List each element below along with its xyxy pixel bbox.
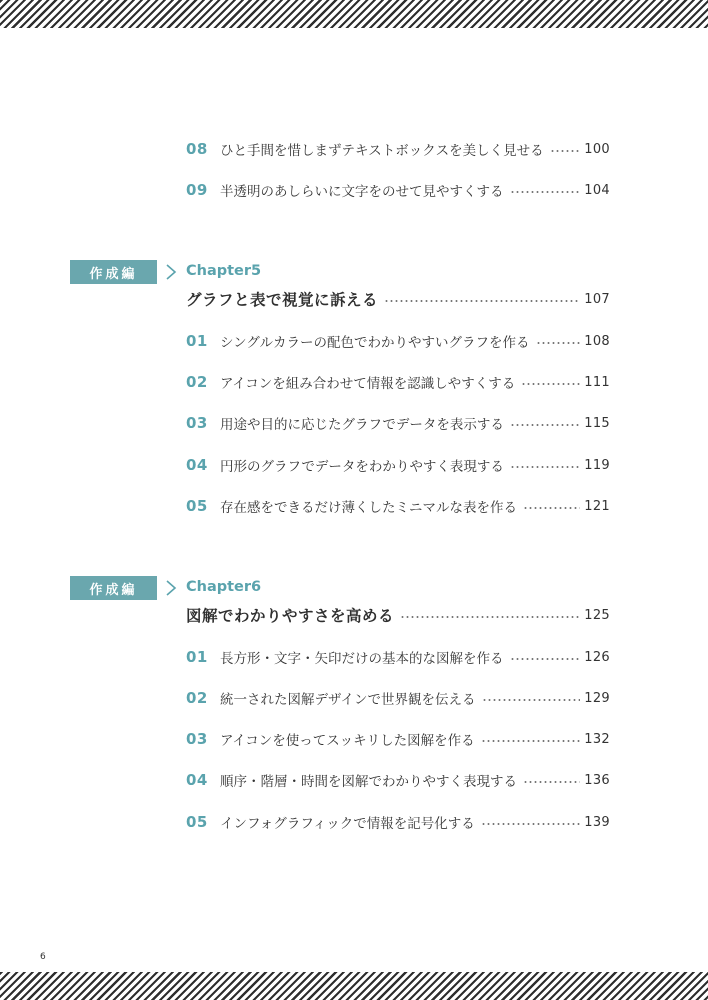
chapter-label: Chapter5 (186, 263, 262, 279)
toc-item-number: 09 (186, 181, 208, 199)
toc-item-title: ひと手間を惜しまずテキストボックスを美しく見せる (220, 143, 544, 159)
leader-dots (384, 300, 580, 302)
leader-dots (510, 658, 581, 660)
toc-item-number: 04 (186, 456, 208, 474)
toc-item-page: 136 (584, 772, 610, 788)
toc-item-title: インフォグラフィックで情報を記号化する (220, 816, 475, 832)
toc-item-page: 115 (584, 415, 610, 431)
chapter-category-badge: 作成編 (70, 576, 157, 600)
toc-item[interactable] (186, 454, 610, 476)
toc-item[interactable] (186, 371, 610, 393)
toc-item-title: 長方形・文字・矢印だけの基本的な図解を作る (220, 651, 504, 667)
toc-item-title: 半透明のあしらいに文字をのせて見やすくする (220, 184, 504, 200)
toc-item-number: 03 (186, 414, 208, 432)
toc-item-title: 統一された図解デザインで世界観を伝える (220, 692, 476, 708)
chapter-category-badge: 作成編 (70, 260, 157, 284)
chapter-heading-row[interactable] (186, 604, 610, 626)
chapter-heading-page: 125 (584, 607, 610, 623)
leader-dots (523, 781, 580, 783)
toc-item-number: 01 (186, 648, 208, 666)
toc-item[interactable] (186, 179, 610, 201)
toc-item-title: 順序・階層・時間を図解でわかりやすく表現する (220, 774, 517, 790)
toc-item[interactable] (186, 769, 610, 791)
chevron-right-icon (165, 264, 177, 280)
toc-item-page: 108 (584, 333, 610, 349)
toc-item-page: 121 (584, 498, 610, 514)
toc-item-number: 02 (186, 689, 208, 707)
leader-dots (481, 823, 581, 825)
chapter-heading-row[interactable] (186, 288, 610, 310)
toc-item-page: 132 (584, 731, 610, 747)
leader-dots (521, 383, 580, 385)
toc-item-number: 05 (186, 813, 208, 831)
leader-dots (523, 507, 580, 509)
chevron-right-icon (165, 580, 177, 596)
toc-item-title: 存在感をできるだけ薄くしたミニマルな表を作る (220, 500, 517, 516)
leader-dots (481, 740, 581, 742)
toc-item-title: アイコンを組み合わせて情報を認識しやすくする (220, 376, 516, 392)
toc-item-title: アイコンを使ってスッキリした図解を作る (220, 733, 475, 749)
toc-item-page: 126 (584, 649, 610, 665)
toc-item[interactable] (186, 728, 610, 750)
page-number: 6 (40, 952, 46, 962)
toc-item-title: 円形のグラフでデータをわかりやすく表現する (220, 459, 504, 475)
leader-dots (550, 150, 581, 152)
toc-item[interactable] (186, 330, 610, 352)
leader-dots (510, 466, 580, 468)
toc-item-title: シングルカラーの配色でわかりやすいグラフを作る (220, 335, 530, 351)
leader-dots (510, 191, 581, 193)
toc-item[interactable] (186, 811, 610, 833)
toc-item-number: 02 (186, 373, 208, 391)
leader-dots (400, 616, 580, 618)
bottom-stripe-band (0, 972, 708, 1000)
chapter-label: Chapter6 (186, 579, 262, 595)
chapter-heading: 図解でわかりやすさを高める (186, 607, 395, 625)
toc-item-number: 04 (186, 771, 208, 789)
leader-dots (510, 424, 580, 426)
toc-item-page: 100 (584, 141, 610, 157)
toc-item-number: 01 (186, 332, 208, 350)
toc-item[interactable] (186, 412, 610, 434)
toc-item[interactable] (186, 646, 610, 668)
toc-item-page: 129 (584, 690, 610, 706)
toc-item[interactable] (186, 495, 610, 517)
toc-item-number: 03 (186, 730, 208, 748)
chapter-heading: グラフと表で視覚に訴える (186, 291, 379, 309)
toc-item-page: 119 (584, 457, 610, 473)
toc-item-title: 用途や目的に応じたグラフでデータを表示する (220, 417, 504, 433)
leader-dots (482, 699, 581, 701)
toc-item-page: 104 (584, 182, 610, 198)
toc-item-page: 111 (584, 374, 610, 390)
toc-item[interactable] (186, 138, 610, 160)
toc-item-number: 08 (186, 140, 208, 158)
toc-item-page: 139 (584, 814, 610, 830)
chapter-heading-page: 107 (584, 291, 610, 307)
toc-item-number: 05 (186, 497, 208, 515)
toc-item[interactable] (186, 687, 610, 709)
top-stripe-band (0, 0, 708, 28)
leader-dots (536, 342, 581, 344)
